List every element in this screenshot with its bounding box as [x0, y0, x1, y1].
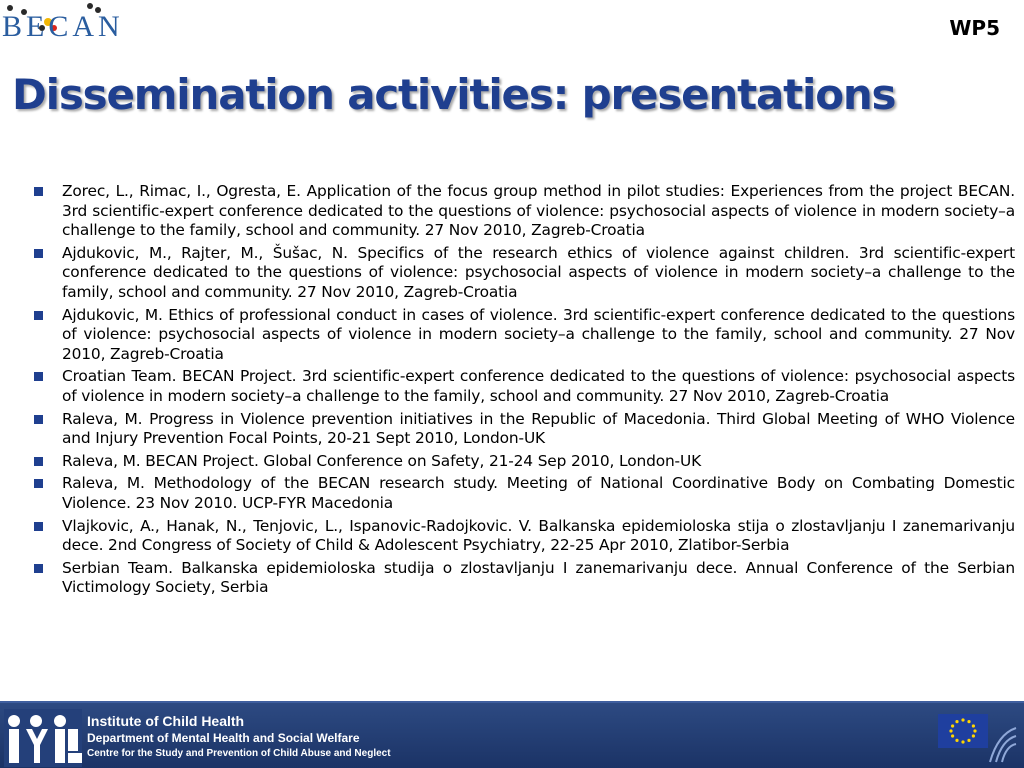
presentations-list	[34, 182, 1015, 601]
iyh-logo-icon	[4, 709, 82, 767]
item-text: Raleva, M. Methodology of the BECAN research study. Meeting of National Coordinative Body on Combating Domestic Violence. 23 Nov 2010. UCP-FYR Macedonia	[62, 474, 1015, 512]
wp-label: WP5	[949, 16, 1000, 40]
item-text: Raleva, M. Progress in Violence prevention initiatives in the Republic of Macedonia. Third Global Meeting of WHO Violence and Injury Prevention Focal Points, 20-21 Sept 2010, London-UK	[62, 409, 1015, 448]
square-bullet-icon	[34, 311, 43, 320]
square-bullet-icon	[34, 415, 43, 424]
square-bullet-icon	[34, 249, 43, 258]
institute-name: Institute of Child Health	[87, 713, 245, 729]
centre-name: Centre for the Study and Prevention of Child Abuse and Neglect	[87, 748, 391, 759]
list-item	[34, 244, 1015, 303]
square-bullet-icon	[34, 457, 43, 466]
list-item	[34, 474, 1015, 513]
list-item	[34, 367, 1015, 406]
list-item	[34, 182, 1015, 241]
square-bullet-icon	[34, 187, 43, 196]
department-name: Department of Mental Health and Social Welfare	[87, 731, 360, 745]
eu-flag-icon	[938, 714, 988, 748]
square-bullet-icon	[34, 479, 43, 488]
becan-logo	[2, 2, 124, 46]
square-bullet-icon	[34, 372, 43, 381]
item-text: Ajdukovic, M., Rajter, M., Šušac, N. Specifics of the research ethics of violence against children. 3rd scientific-expert conference dedicated to the questions of violence: psychosocial aspects of violence in modern society–a challenge to the family, school and community. 27 Nov 2010, Zagreb-Croatia	[62, 243, 1015, 301]
square-bullet-icon	[34, 522, 43, 531]
footer-bar	[0, 701, 1024, 768]
item-text: Vlajkovic, A., Hanak, N., Tenjovic, L., Ispanovic-Radojkovic. V. Balkanska epidemioloska stija o zlostavljanju I zanemarivanju dece. 2nd Congress of Society of Child & Adolescent Psychiatry, 22-25 Apr 2010, Zlatibor-Serbia	[62, 516, 1015, 555]
item-text: Ajdukovic, M. Ethics of professional conduct in cases of violence. 3rd scientific-expert conference dedicated to the questions of violence: psychosocial aspects of violence in modern society–a challenge to the family, school and community. 27 Nov 2010, Zagreb-Croatia	[62, 305, 1015, 363]
item-text: Croatian Team. BECAN Project. 3rd scientific-expert conference dedicated to the questions of violence: psychosocial aspects of violence in modern society–a challenge to the family, school and community. 27 Nov 2010, Zagreb-Croatia	[62, 367, 1015, 405]
square-bullet-icon	[34, 564, 43, 573]
list-item	[34, 517, 1015, 556]
item-text: Raleva, M. BECAN Project. Global Conference on Safety, 21-24 Sep 2010, London-UK	[62, 451, 702, 470]
item-text: Serbian Team. Balkanska epidemioloska studija o zlostavljanju I zanemarivanju dece. Annual Conference of the Serbian Victimology Society, Serbia	[62, 558, 1015, 597]
logo-text: BECAN	[2, 10, 124, 43]
eu-emblem-icon	[988, 714, 1018, 764]
list-item	[34, 452, 1015, 472]
list-item	[34, 306, 1015, 365]
list-item	[34, 559, 1015, 598]
page-title: Dissemination activities: presentations	[12, 70, 896, 119]
list-item	[34, 410, 1015, 449]
item-text: Zorec, L., Rimac, I., Ogresta, E. Application of the focus group method in pilot studies: Experiences from the project BECAN. 3rd scientific-expert conference dedicated to the questions of violence: psychosocial aspects of violence in modern society–a challenge to the family, school and community. 27 Nov 2010, Zagreb-Croatia	[62, 182, 1015, 240]
institute-text	[87, 713, 391, 761]
